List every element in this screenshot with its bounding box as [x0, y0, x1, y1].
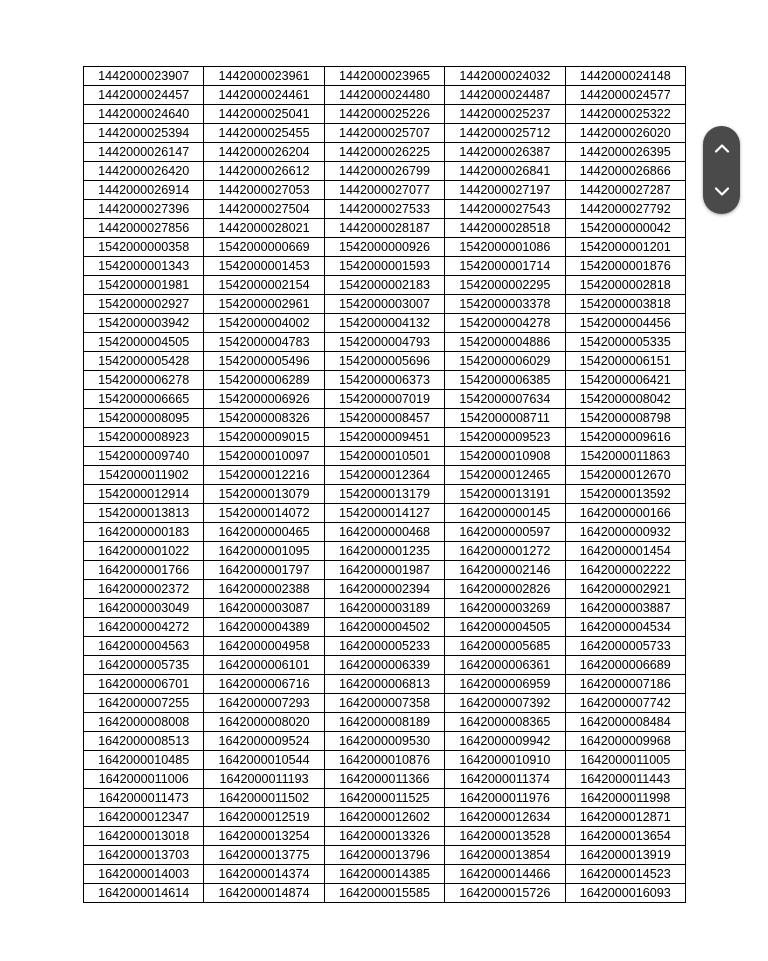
table-cell: 1642000013654 — [565, 827, 685, 846]
table-cell: 1642000013854 — [445, 846, 565, 865]
table-cell: 1642000000183 — [84, 523, 204, 542]
table-cell: 1642000005685 — [445, 637, 565, 656]
table-row — [84, 314, 686, 333]
table-cell: 1642000004563 — [84, 637, 204, 656]
table-cell: 1642000012347 — [84, 808, 204, 827]
table-cell: 1642000010544 — [204, 751, 324, 770]
table-cell: 1542000009523 — [445, 428, 565, 447]
table-cell: 1442000027856 — [84, 219, 204, 238]
table-cell: 1642000006101 — [204, 656, 324, 675]
table-cell: 1542000001201 — [565, 238, 685, 257]
table-cell: 1442000027396 — [84, 200, 204, 219]
table-cell: 1542000004278 — [445, 314, 565, 333]
table-cell: 1442000026020 — [565, 124, 685, 143]
table-cell: 1442000027792 — [565, 200, 685, 219]
table-cell: 1542000001876 — [565, 257, 685, 276]
table-cell: 1642000011525 — [324, 789, 444, 808]
table-cell: 1542000012670 — [565, 466, 685, 485]
table-cell: 1542000007019 — [324, 390, 444, 409]
table-row — [84, 732, 686, 751]
table-cell: 1642000014003 — [84, 865, 204, 884]
table-cell: 1642000002388 — [204, 580, 324, 599]
table-cell: 1642000011976 — [445, 789, 565, 808]
table-cell: 1642000014523 — [565, 865, 685, 884]
table-row — [84, 409, 686, 428]
table-cell: 1642000002372 — [84, 580, 204, 599]
table-cell: 1542000012914 — [84, 485, 204, 504]
table-cell: 1542000004886 — [445, 333, 565, 352]
table-cell: 1442000026204 — [204, 143, 324, 162]
table-cell: 1642000009530 — [324, 732, 444, 751]
table-cell: 1542000000042 — [565, 219, 685, 238]
table-cell: 1642000000468 — [324, 523, 444, 542]
table-row — [84, 504, 686, 523]
table-cell: 1442000024480 — [324, 86, 444, 105]
table-cell: 1442000026225 — [324, 143, 444, 162]
table-cell: 1642000014614 — [84, 884, 204, 903]
table-row — [84, 105, 686, 124]
table-cell: 1442000025712 — [445, 124, 565, 143]
table-cell: 1642000000166 — [565, 504, 685, 523]
table-cell: 1442000025455 — [204, 124, 324, 143]
table-cell: 1542000004132 — [324, 314, 444, 333]
table-cell: 1542000008711 — [445, 409, 565, 428]
table-cell: 1642000004389 — [204, 618, 324, 637]
table-cell: 1542000001086 — [445, 238, 565, 257]
table-row — [84, 390, 686, 409]
table-cell: 1542000001453 — [204, 257, 324, 276]
table-cell: 1542000010908 — [445, 447, 565, 466]
table-cell: 1442000028187 — [324, 219, 444, 238]
table-cell: 1642000002826 — [445, 580, 565, 599]
table-cell: 1642000001454 — [565, 542, 685, 561]
table-cell: 1642000001272 — [445, 542, 565, 561]
table-cell: 1642000013775 — [204, 846, 324, 865]
table-cell: 1542000001343 — [84, 257, 204, 276]
table-row — [84, 656, 686, 675]
table-cell: 1642000008365 — [445, 713, 565, 732]
table-cell: 1542000006665 — [84, 390, 204, 409]
table-cell: 1642000012519 — [204, 808, 324, 827]
table-cell: 1642000013919 — [565, 846, 685, 865]
table-cell: 1542000000358 — [84, 238, 204, 257]
table-row — [84, 523, 686, 542]
table-cell: 1642000007358 — [324, 694, 444, 713]
table-cell: 1542000008457 — [324, 409, 444, 428]
table-cell: 1542000008798 — [565, 409, 685, 428]
table-cell: 1542000003818 — [565, 295, 685, 314]
table-cell: 1442000027053 — [204, 181, 324, 200]
table-cell: 1442000023961 — [204, 67, 324, 86]
table-cell: 1642000013254 — [204, 827, 324, 846]
table-row — [84, 675, 686, 694]
table-cell: 1542000004456 — [565, 314, 685, 333]
table-cell: 1642000012634 — [445, 808, 565, 827]
table-cell: 1542000001593 — [324, 257, 444, 276]
table-cell: 1442000025041 — [204, 105, 324, 124]
table-cell: 1542000005335 — [565, 333, 685, 352]
table-cell: 1442000025226 — [324, 105, 444, 124]
table-cell: 1542000008042 — [565, 390, 685, 409]
table-cell: 1542000005428 — [84, 352, 204, 371]
table-cell: 1642000015585 — [324, 884, 444, 903]
table-cell: 1542000008326 — [204, 409, 324, 428]
table-cell: 1642000016093 — [565, 884, 685, 903]
table-cell: 1642000006339 — [324, 656, 444, 675]
table-cell: 1642000000145 — [445, 504, 565, 523]
table-cell: 1642000009968 — [565, 732, 685, 751]
table-cell: 1442000026420 — [84, 162, 204, 181]
table-cell: 1642000008189 — [324, 713, 444, 732]
table-cell: 1442000025394 — [84, 124, 204, 143]
table-cell: 1442000025237 — [445, 105, 565, 124]
table-cell: 1642000006813 — [324, 675, 444, 694]
table-cell: 1542000005496 — [204, 352, 324, 371]
table-row — [84, 466, 686, 485]
table-cell: 1442000023907 — [84, 67, 204, 86]
table-cell: 1642000003087 — [204, 599, 324, 618]
chevron-down-icon — [714, 187, 730, 197]
table-row — [84, 561, 686, 580]
table-row — [84, 352, 686, 371]
table-cell: 1442000024457 — [84, 86, 204, 105]
table-row — [84, 238, 686, 257]
table-cell: 1642000011006 — [84, 770, 204, 789]
table-cell: 1642000013018 — [84, 827, 204, 846]
table-cell: 1442000028518 — [445, 219, 565, 238]
table-cell: 1542000009015 — [204, 428, 324, 447]
table-cell: 1542000006029 — [445, 352, 565, 371]
table-cell: 1642000004502 — [324, 618, 444, 637]
table-cell: 1542000013592 — [565, 485, 685, 504]
table-cell: 1642000008008 — [84, 713, 204, 732]
table-cell: 1542000012216 — [204, 466, 324, 485]
table-cell: 1542000012465 — [445, 466, 565, 485]
table-cell: 1442000026841 — [445, 162, 565, 181]
table-cell: 1442000028021 — [204, 219, 324, 238]
table-cell: 1642000004958 — [204, 637, 324, 656]
table-cell: 1442000027077 — [324, 181, 444, 200]
table-cell: 1642000010876 — [324, 751, 444, 770]
next-page-button[interactable] — [703, 170, 740, 214]
table-cell: 1642000008020 — [204, 713, 324, 732]
table-cell: 1442000025322 — [565, 105, 685, 124]
table-cell: 1642000004534 — [565, 618, 685, 637]
table-cell: 1542000013813 — [84, 504, 204, 523]
table-cell: 1542000008095 — [84, 409, 204, 428]
table-cell: 1542000004783 — [204, 333, 324, 352]
table-cell: 1542000006289 — [204, 371, 324, 390]
table-cell: 1642000007293 — [204, 694, 324, 713]
table-cell: 1642000006689 — [565, 656, 685, 675]
table-cell: 1642000011005 — [565, 751, 685, 770]
table-cell: 1642000005233 — [324, 637, 444, 656]
table-cell: 1642000007255 — [84, 694, 204, 713]
table-cell: 1442000023965 — [324, 67, 444, 86]
table-cell: 1642000001797 — [204, 561, 324, 580]
table-cell: 1642000011473 — [84, 789, 204, 808]
table-cell: 1442000024487 — [445, 86, 565, 105]
table-cell: 1642000006959 — [445, 675, 565, 694]
table-cell: 1642000014874 — [204, 884, 324, 903]
table-cell: 1642000014466 — [445, 865, 565, 884]
table-cell: 1542000006926 — [204, 390, 324, 409]
table-row — [84, 751, 686, 770]
table-cell: 1642000000597 — [445, 523, 565, 542]
table-cell: 1642000011366 — [324, 770, 444, 789]
table-row — [84, 162, 686, 181]
table-cell: 1542000008923 — [84, 428, 204, 447]
table-cell: 1542000011863 — [565, 447, 685, 466]
table-cell: 1642000014385 — [324, 865, 444, 884]
table-cell: 1542000007634 — [445, 390, 565, 409]
table-cell: 1642000005733 — [565, 637, 685, 656]
table-cell: 1642000007742 — [565, 694, 685, 713]
table-cell: 1642000010485 — [84, 751, 204, 770]
table-cell: 1642000001022 — [84, 542, 204, 561]
table-row — [84, 124, 686, 143]
table-cell: 1642000003887 — [565, 599, 685, 618]
table-cell: 1542000004505 — [84, 333, 204, 352]
table-cell: 1542000000669 — [204, 238, 324, 257]
table-cell: 1642000013528 — [445, 827, 565, 846]
table-cell: 1542000009616 — [565, 428, 685, 447]
table-row — [84, 295, 686, 314]
table-cell: 1542000006278 — [84, 371, 204, 390]
table-row — [84, 219, 686, 238]
table-cell: 1442000027287 — [565, 181, 685, 200]
table-cell: 1542000014072 — [204, 504, 324, 523]
table-cell: 1642000001766 — [84, 561, 204, 580]
table-row — [84, 846, 686, 865]
table-row — [84, 599, 686, 618]
table-row — [84, 67, 686, 86]
table-row — [84, 808, 686, 827]
table-cell: 1642000006361 — [445, 656, 565, 675]
table-cell: 1642000002146 — [445, 561, 565, 580]
table-cell: 1542000002961 — [204, 295, 324, 314]
table-cell: 1542000006373 — [324, 371, 444, 390]
table-cell: 1542000004002 — [204, 314, 324, 333]
table-cell: 1542000006151 — [565, 352, 685, 371]
table-cell: 1442000025707 — [324, 124, 444, 143]
table-cell: 1642000001095 — [204, 542, 324, 561]
table-cell: 1542000010097 — [204, 447, 324, 466]
table-cell: 1542000002154 — [204, 276, 324, 295]
table-cell: 1442000026914 — [84, 181, 204, 200]
table-cell: 1442000024577 — [565, 86, 685, 105]
table-cell: 1542000003378 — [445, 295, 565, 314]
chevron-up-icon — [714, 143, 730, 153]
table-cell: 1642000007392 — [445, 694, 565, 713]
table-cell: 1642000003049 — [84, 599, 204, 618]
table-cell: 1542000009740 — [84, 447, 204, 466]
table-cell: 1442000026866 — [565, 162, 685, 181]
table-cell: 1542000001981 — [84, 276, 204, 295]
table-row — [84, 333, 686, 352]
table-cell: 1542000012364 — [324, 466, 444, 485]
table-cell: 1642000009942 — [445, 732, 565, 751]
table-cell: 1642000006716 — [204, 675, 324, 694]
table-cell: 1642000002921 — [565, 580, 685, 599]
number-table — [83, 66, 686, 903]
table-row — [84, 637, 686, 656]
table-cell: 1642000002394 — [324, 580, 444, 599]
table-cell: 1442000026799 — [324, 162, 444, 181]
table-row — [84, 770, 686, 789]
table-cell: 1442000026147 — [84, 143, 204, 162]
table-cell: 1442000026395 — [565, 143, 685, 162]
table-cell: 1642000012602 — [324, 808, 444, 827]
table-cell: 1642000011374 — [445, 770, 565, 789]
table-cell: 1642000001235 — [324, 542, 444, 561]
table-cell: 1642000000932 — [565, 523, 685, 542]
table-cell: 1642000007186 — [565, 675, 685, 694]
table-cell: 1442000026612 — [204, 162, 324, 181]
table-cell: 1642000014374 — [204, 865, 324, 884]
table-cell: 1442000027533 — [324, 200, 444, 219]
table-row — [84, 542, 686, 561]
number-table-body — [84, 67, 686, 903]
table-cell: 1642000010910 — [445, 751, 565, 770]
table-cell: 1642000005735 — [84, 656, 204, 675]
table-row — [84, 789, 686, 808]
table-cell: 1442000024032 — [445, 67, 565, 86]
table-cell: 1542000014127 — [324, 504, 444, 523]
table-cell: 1542000011902 — [84, 466, 204, 485]
table-cell: 1442000024461 — [204, 86, 324, 105]
table-cell: 1542000005696 — [324, 352, 444, 371]
table-row — [84, 181, 686, 200]
table-row — [84, 371, 686, 390]
table-cell: 1442000024148 — [565, 67, 685, 86]
table-cell: 1442000024640 — [84, 105, 204, 124]
previous-page-button[interactable] — [703, 126, 740, 170]
table-cell: 1642000013796 — [324, 846, 444, 865]
table-cell: 1542000013179 — [324, 485, 444, 504]
table-cell: 1542000000926 — [324, 238, 444, 257]
table-cell: 1542000004793 — [324, 333, 444, 352]
table-cell: 1642000008513 — [84, 732, 204, 751]
table-row — [84, 86, 686, 105]
table-row — [84, 694, 686, 713]
table-row — [84, 200, 686, 219]
table-cell: 1542000002818 — [565, 276, 685, 295]
table-cell: 1542000002295 — [445, 276, 565, 295]
table-cell: 1642000009524 — [204, 732, 324, 751]
table-cell: 1642000011443 — [565, 770, 685, 789]
table-cell: 1642000011502 — [204, 789, 324, 808]
table-cell: 1642000002222 — [565, 561, 685, 580]
table-cell: 1542000003942 — [84, 314, 204, 333]
table-cell: 1542000003007 — [324, 295, 444, 314]
table-cell: 1642000001987 — [324, 561, 444, 580]
table-cell: 1642000013703 — [84, 846, 204, 865]
table-cell: 1542000010501 — [324, 447, 444, 466]
table-cell: 1542000006385 — [445, 371, 565, 390]
table-cell: 1542000006421 — [565, 371, 685, 390]
table-row — [84, 865, 686, 884]
table-row — [84, 884, 686, 903]
table-row — [84, 447, 686, 466]
table-cell: 1642000004505 — [445, 618, 565, 637]
table-row — [84, 713, 686, 732]
table-cell: 1542000001714 — [445, 257, 565, 276]
table-cell: 1542000013079 — [204, 485, 324, 504]
table-cell: 1542000009451 — [324, 428, 444, 447]
table-cell: 1642000003269 — [445, 599, 565, 618]
page-navigation — [703, 126, 740, 214]
table-row — [84, 827, 686, 846]
table-cell: 1442000027504 — [204, 200, 324, 219]
table-row — [84, 580, 686, 599]
table-row — [84, 143, 686, 162]
table-cell: 1442000027543 — [445, 200, 565, 219]
table-cell: 1642000013326 — [324, 827, 444, 846]
table-row — [84, 428, 686, 447]
table-cell: 1642000015726 — [445, 884, 565, 903]
table-row — [84, 485, 686, 504]
table-cell: 1642000012871 — [565, 808, 685, 827]
table-cell: 1542000013191 — [445, 485, 565, 504]
table-cell: 1642000004272 — [84, 618, 204, 637]
table-cell: 1442000026387 — [445, 143, 565, 162]
table-cell: 1542000002927 — [84, 295, 204, 314]
table-row — [84, 618, 686, 637]
table-cell: 1642000008484 — [565, 713, 685, 732]
table-cell: 1642000011193 — [204, 770, 324, 789]
table-row — [84, 257, 686, 276]
table-cell: 1642000003189 — [324, 599, 444, 618]
table-cell: 1642000006701 — [84, 675, 204, 694]
table-cell: 1642000000465 — [204, 523, 324, 542]
table-cell: 1442000027197 — [445, 181, 565, 200]
table-row — [84, 276, 686, 295]
table-cell: 1642000011998 — [565, 789, 685, 808]
table-cell: 1542000002183 — [324, 276, 444, 295]
